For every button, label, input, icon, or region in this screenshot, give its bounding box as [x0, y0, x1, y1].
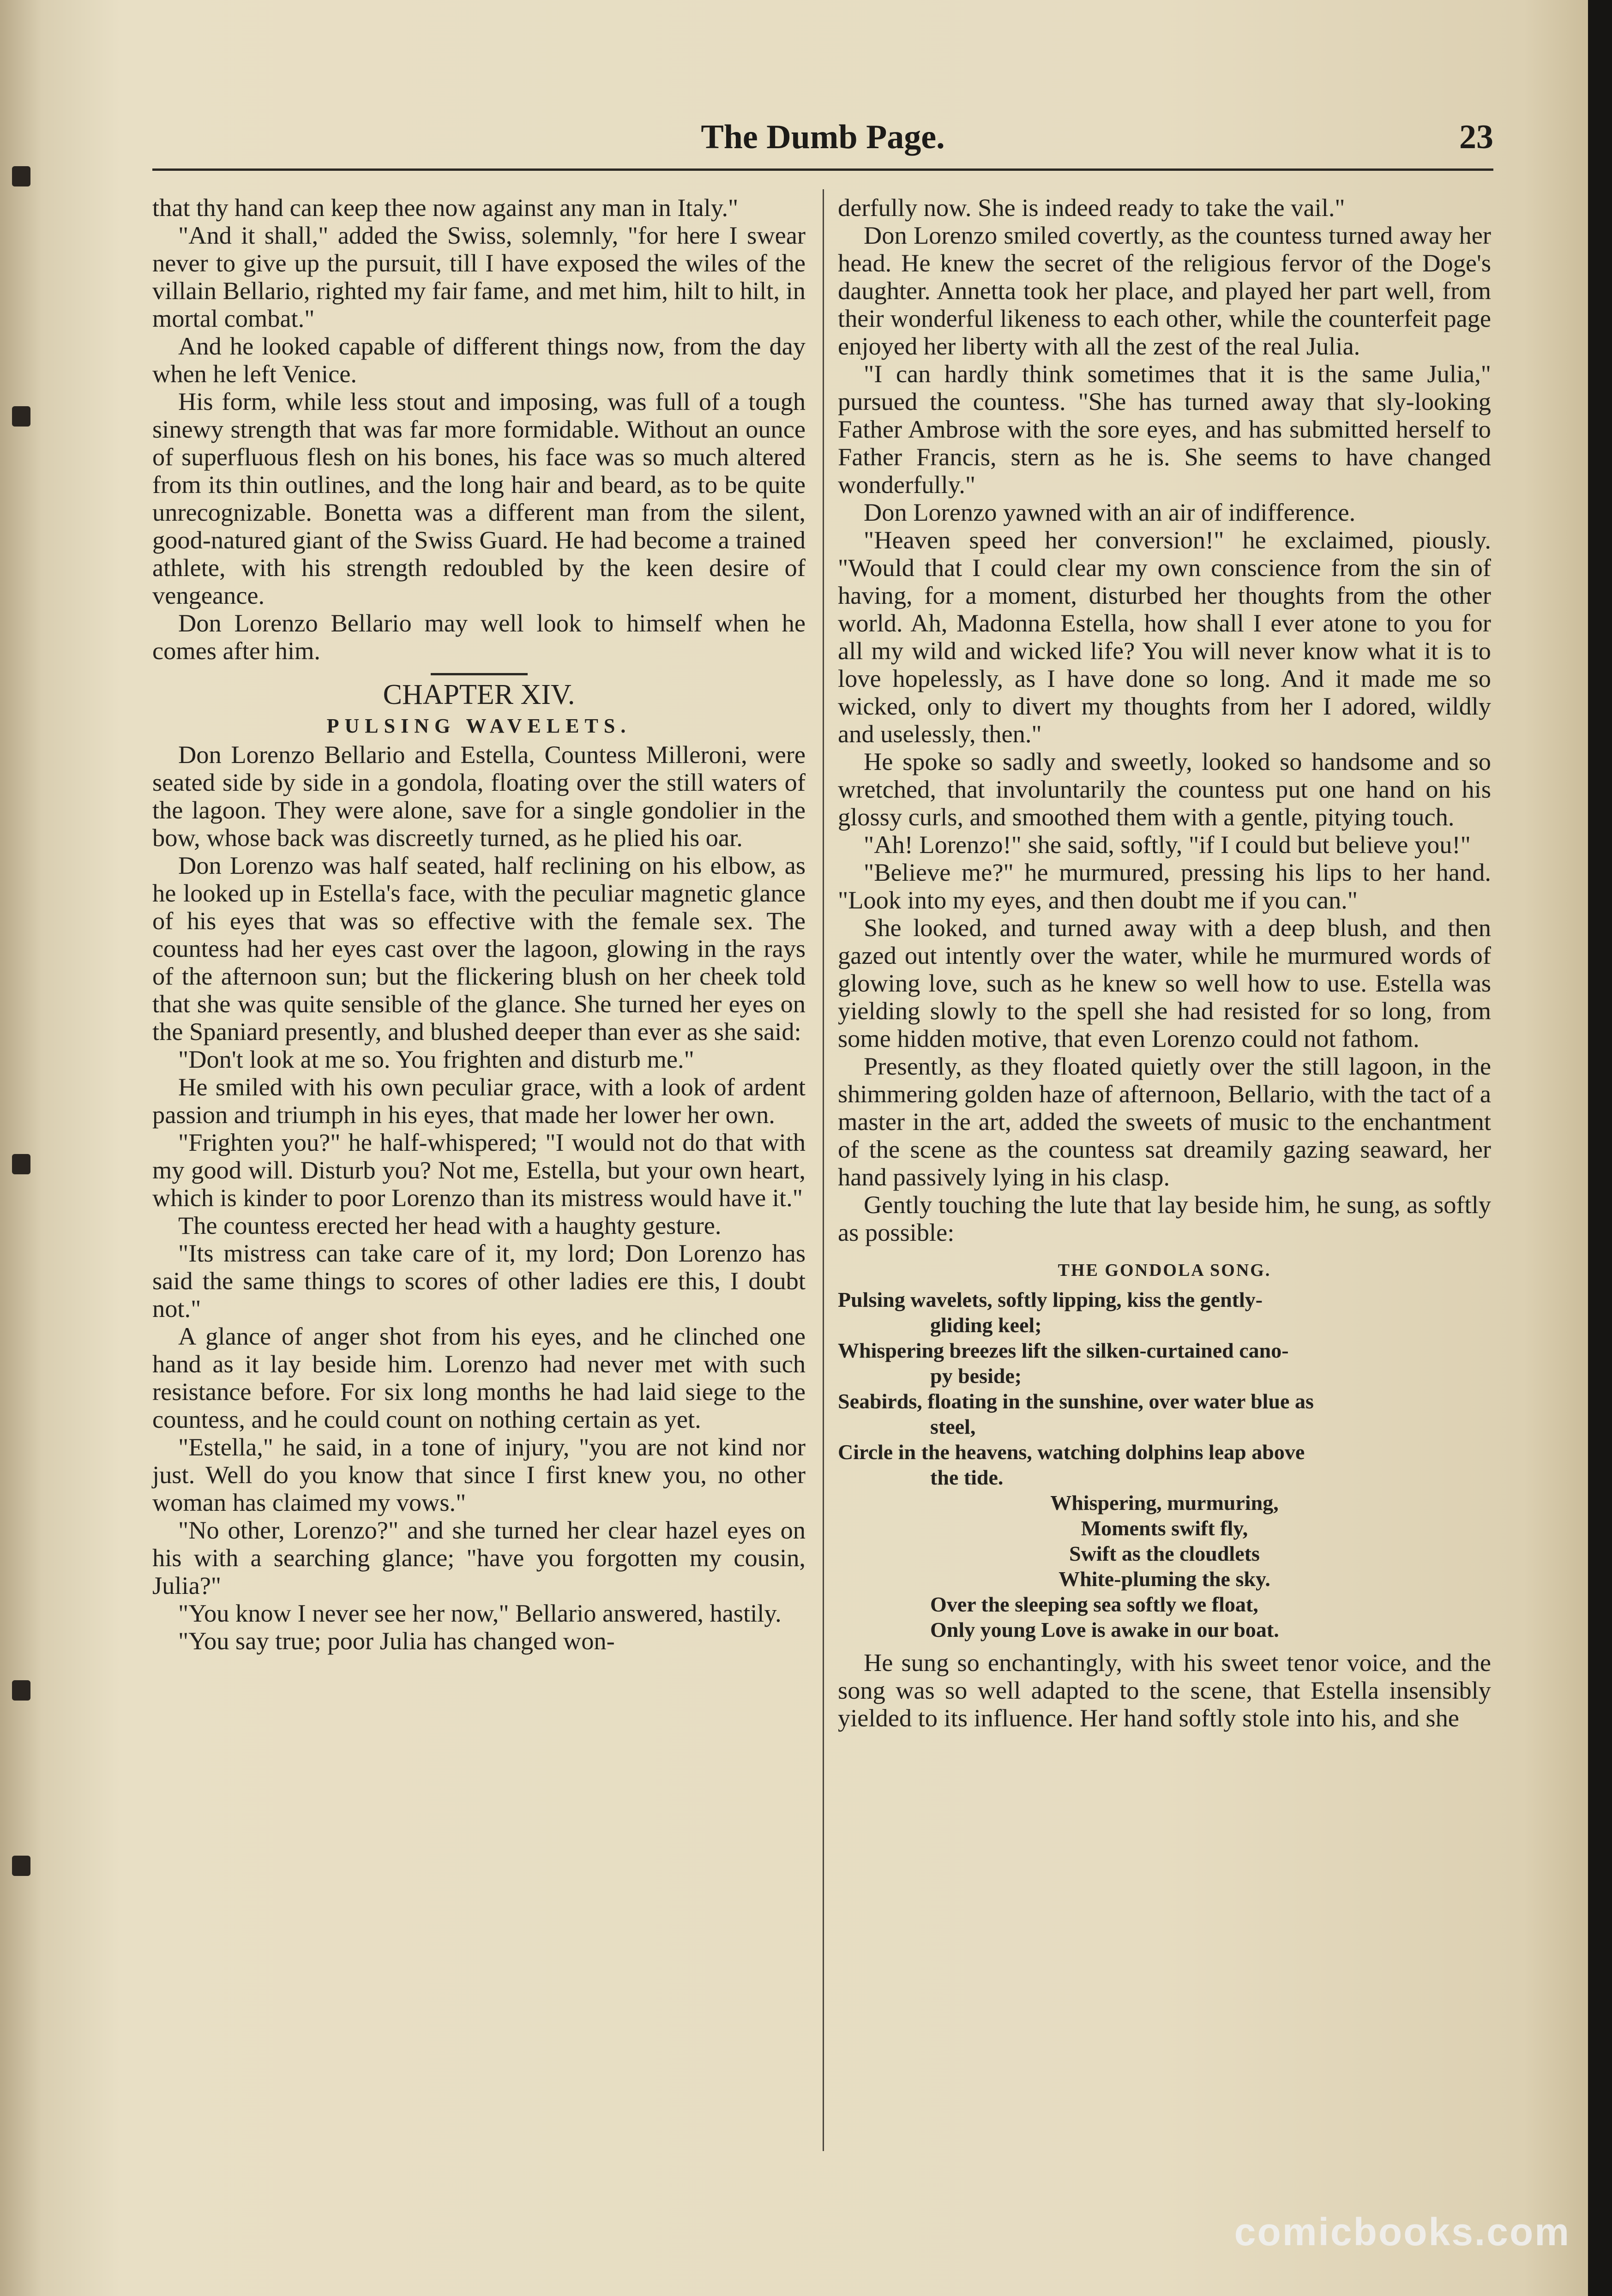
- paragraph: "Estella," he said, in a tone of injury, "you are not kind nor just. Well do you know that since I first knew you, no other woman has claimed my vows.": [152, 1433, 806, 1516]
- paragraph: "Don't look at me so. You frighten and disturb me.": [178, 1046, 694, 1073]
- paragraph: "You say true; poor Julia has changed won-: [178, 1627, 615, 1655]
- paragraph: Presently, as they floated quietly over the still lagoon, in the shimmering golden haze of afternoon, Bellario, with the tact of a master in the art, added the sweets of music to the enchantment of the scene as the countess sat dreamily gazing seaward, her hand passively lying in his clasp.: [838, 1052, 1491, 1191]
- binding-stitch-mark: [12, 166, 30, 186]
- verse-line: Pulsing wavelets, softly lipping, kiss the gently-: [838, 1288, 1263, 1311]
- binding-stitch-mark: [12, 1154, 30, 1174]
- paragraph: He spoke so sadly and sweetly, looked so handsome and so wretched, that involuntarily the countess put one hand on his glossy curls, and smoothed them with a gentle, pitying touch.: [838, 748, 1491, 831]
- paragraph: His form, while less stout and imposing, was full of a tough sinewy strength that was far more formidable. Without an ounce of superfluous flesh on his bones, his face was so much altered from its thin outlines, and the long hair and beard, as to be quite unrecognizable. Bonetta was a different man from the silent, good-natured giant of the Swiss Guard. He had become a trained athlete, with his strength redoubled by the keen desire of vengeance.: [152, 388, 806, 609]
- paragraph: "Its mistress can take care of it, my lord; Don Lorenzo has said the same things to scores of other ladies ere this, I doubt not.": [152, 1239, 806, 1322]
- chapter-subtitle: PULSING WAVELETS.: [326, 715, 632, 737]
- binding-stitch-mark: [12, 1680, 30, 1701]
- verse-line: Swift as the cloudlets: [1069, 1542, 1260, 1565]
- page-header: [152, 104, 1493, 171]
- paragraph: The countess erected her head with a haughty gesture.: [178, 1212, 722, 1239]
- verse-line: Only young Love is awake in our boat.: [930, 1618, 1279, 1641]
- paragraph: Don Lorenzo Bellario may well look to himself when he comes after him.: [152, 609, 806, 665]
- verse-line: Over the sleeping sea softly we float,: [930, 1593, 1258, 1616]
- paragraph: He sung so enchantingly, with his sweet tenor voice, and the song was so well adapted to the scene, that Estella insensibly yielded to its influence. Her hand softly stole into his, and she: [838, 1649, 1491, 1732]
- right-column: [838, 194, 1491, 2179]
- paragraph: Don Lorenzo Bellario and Estella, Countess Milleroni, were seated side by side in a gondola, floating over the still waters of the lagoon. They were alone, save for a single gondolier in the bow, whose back was discreetly turned, as he plied his oar.: [152, 741, 806, 852]
- watermark-text: comicbooks.com: [1234, 2210, 1570, 2254]
- chapter-divider: [431, 673, 528, 675]
- binding-stitch-mark: [12, 406, 30, 427]
- paragraph: "You know I never see her now," Bellario answered, hastily.: [178, 1599, 782, 1627]
- verse-line: steel,: [930, 1415, 976, 1438]
- paragraph: A glance of anger shot from his eyes, and he clinched one hand as it lay beside him. Lorenzo had never met with such resistance before. For six long months he had laid siege to the countess, and he could count on nothing certain as yet.: [152, 1322, 806, 1433]
- song-verse: [838, 1287, 1491, 1642]
- verse-line: Whispering breezes lift the silken-curtained cano-: [838, 1339, 1289, 1362]
- song-title: THE GONDOLA SONG.: [1058, 1261, 1271, 1280]
- verse-line: Circle in the heavens, watching dolphins leap above: [838, 1440, 1305, 1464]
- verse-line: Moments swift fly,: [1081, 1516, 1248, 1540]
- paragraph: Gently touching the lute that lay beside him, he sung, as softly as possible:: [838, 1191, 1491, 1246]
- verse-line: Seabirds, floating in the sunshine, over water blue as: [838, 1389, 1314, 1413]
- paragraph: Don Lorenzo yawned with an air of indifference.: [864, 499, 1356, 526]
- paragraph: "And it shall," added the Swiss, solemnly, "for here I swear never to give up the pursuit, till I have exposed the wiles of the villain Bellario, righted my fair fame, and met him, hilt to hilt, in mortal combat.": [152, 222, 806, 332]
- paragraph: "No other, Lorenzo?" and she turned her clear hazel eyes on his with a searching glance; "have you forgotten my cousin, Julia?": [152, 1516, 806, 1599]
- verse-line: py beside;: [930, 1364, 1022, 1388]
- verse-line: Whispering, murmuring,: [1050, 1491, 1279, 1515]
- paragraph: "Frighten you?" he half-whispered; "I would not do that with my good will. Disturb you? Not me, Estella, but your own heart, which is kinder to poor Lorenzo than its mistress would have it.": [152, 1129, 806, 1212]
- paragraph: Don Lorenzo smiled covertly, as the countess turned away her head. He knew the secret of the religious fervor of the Doge's daughter. Annetta took her place, and played her part well, from their wonderful likeness to each other, while the counterfeit page enjoyed her liberty with all the zest of the real Julia.: [838, 222, 1491, 360]
- paragraph: He smiled with his own peculiar grace, with a look of ardent passion and triumph in his eyes, that made her lower her own.: [152, 1073, 806, 1129]
- paragraph: "Heaven speed her conversion!" he exclaimed, piously. "Would that I could clear my own conscience from the sin of having, for a moment, disturbed her thoughts from the other world. Ah, Madonna Estella, how shall I ever atone to you for all my wild and wicked life? You will never know what it is to love hopelessly, as I have done so long. And it made me so wicked, only to divert my thoughts from her I adored, wildly and uselessly, then.": [838, 526, 1491, 748]
- paragraph: "Ah! Lorenzo!" she said, softly, "if I could but believe you!": [864, 831, 1471, 859]
- paragraph: And he looked capable of different things now, from the day when he left Venice.: [152, 332, 806, 388]
- binding-stitch-mark: [12, 1856, 30, 1876]
- chapter-heading: CHAPTER XIV.: [383, 679, 575, 710]
- paragraph: derfully now. She is indeed ready to take the vail.": [838, 194, 1345, 222]
- verse-line: the tide.: [930, 1466, 1004, 1489]
- verse-line: White-pluming the sky.: [1059, 1567, 1270, 1591]
- paragraph: Don Lorenzo was half seated, half reclining on his elbow, as he looked up in Estella's face, with the peculiar magnetic glance of his eyes that was so effective with the female sex. The countess had her eyes cast over the lagoon, glowing in the rays of the afternoon sun; but the flickering blush on her cheek told that she was quite sensible of the glance. She turned her eyes on the Spaniard presently, and blushed deeper than ever as she said:: [152, 852, 806, 1046]
- running-title: The Dumb Page.: [701, 118, 945, 156]
- verse-line: gliding keel;: [930, 1313, 1042, 1337]
- paragraph: She looked, and turned away with a deep blush, and then gazed out intently over the water, while he murmured words of glowing love, such as he knew so well how to use. Estella was yielding slowly to the spell she had resisted for so long, from some hidden motive, that even Lorenzo could not fathom.: [838, 914, 1491, 1052]
- paragraph: "Believe me?" he murmured, pressing his lips to her hand. "Look into my eyes, and then doubt me if you can.": [838, 859, 1491, 914]
- paragraph: that thy hand can keep thee now against any man in Italy.": [152, 194, 739, 222]
- left-column: [152, 194, 806, 2179]
- column-divider: [823, 189, 824, 2151]
- page-number: 23: [1459, 118, 1493, 156]
- paragraph: "I can hardly think sometimes that it is the same Julia," pursued the countess. "She has turned away that sly-looking Father Ambrose with the sore eyes, and has submitted herself to Father Francis, stern as he is. She seems to have changed wonderfully.": [838, 360, 1491, 499]
